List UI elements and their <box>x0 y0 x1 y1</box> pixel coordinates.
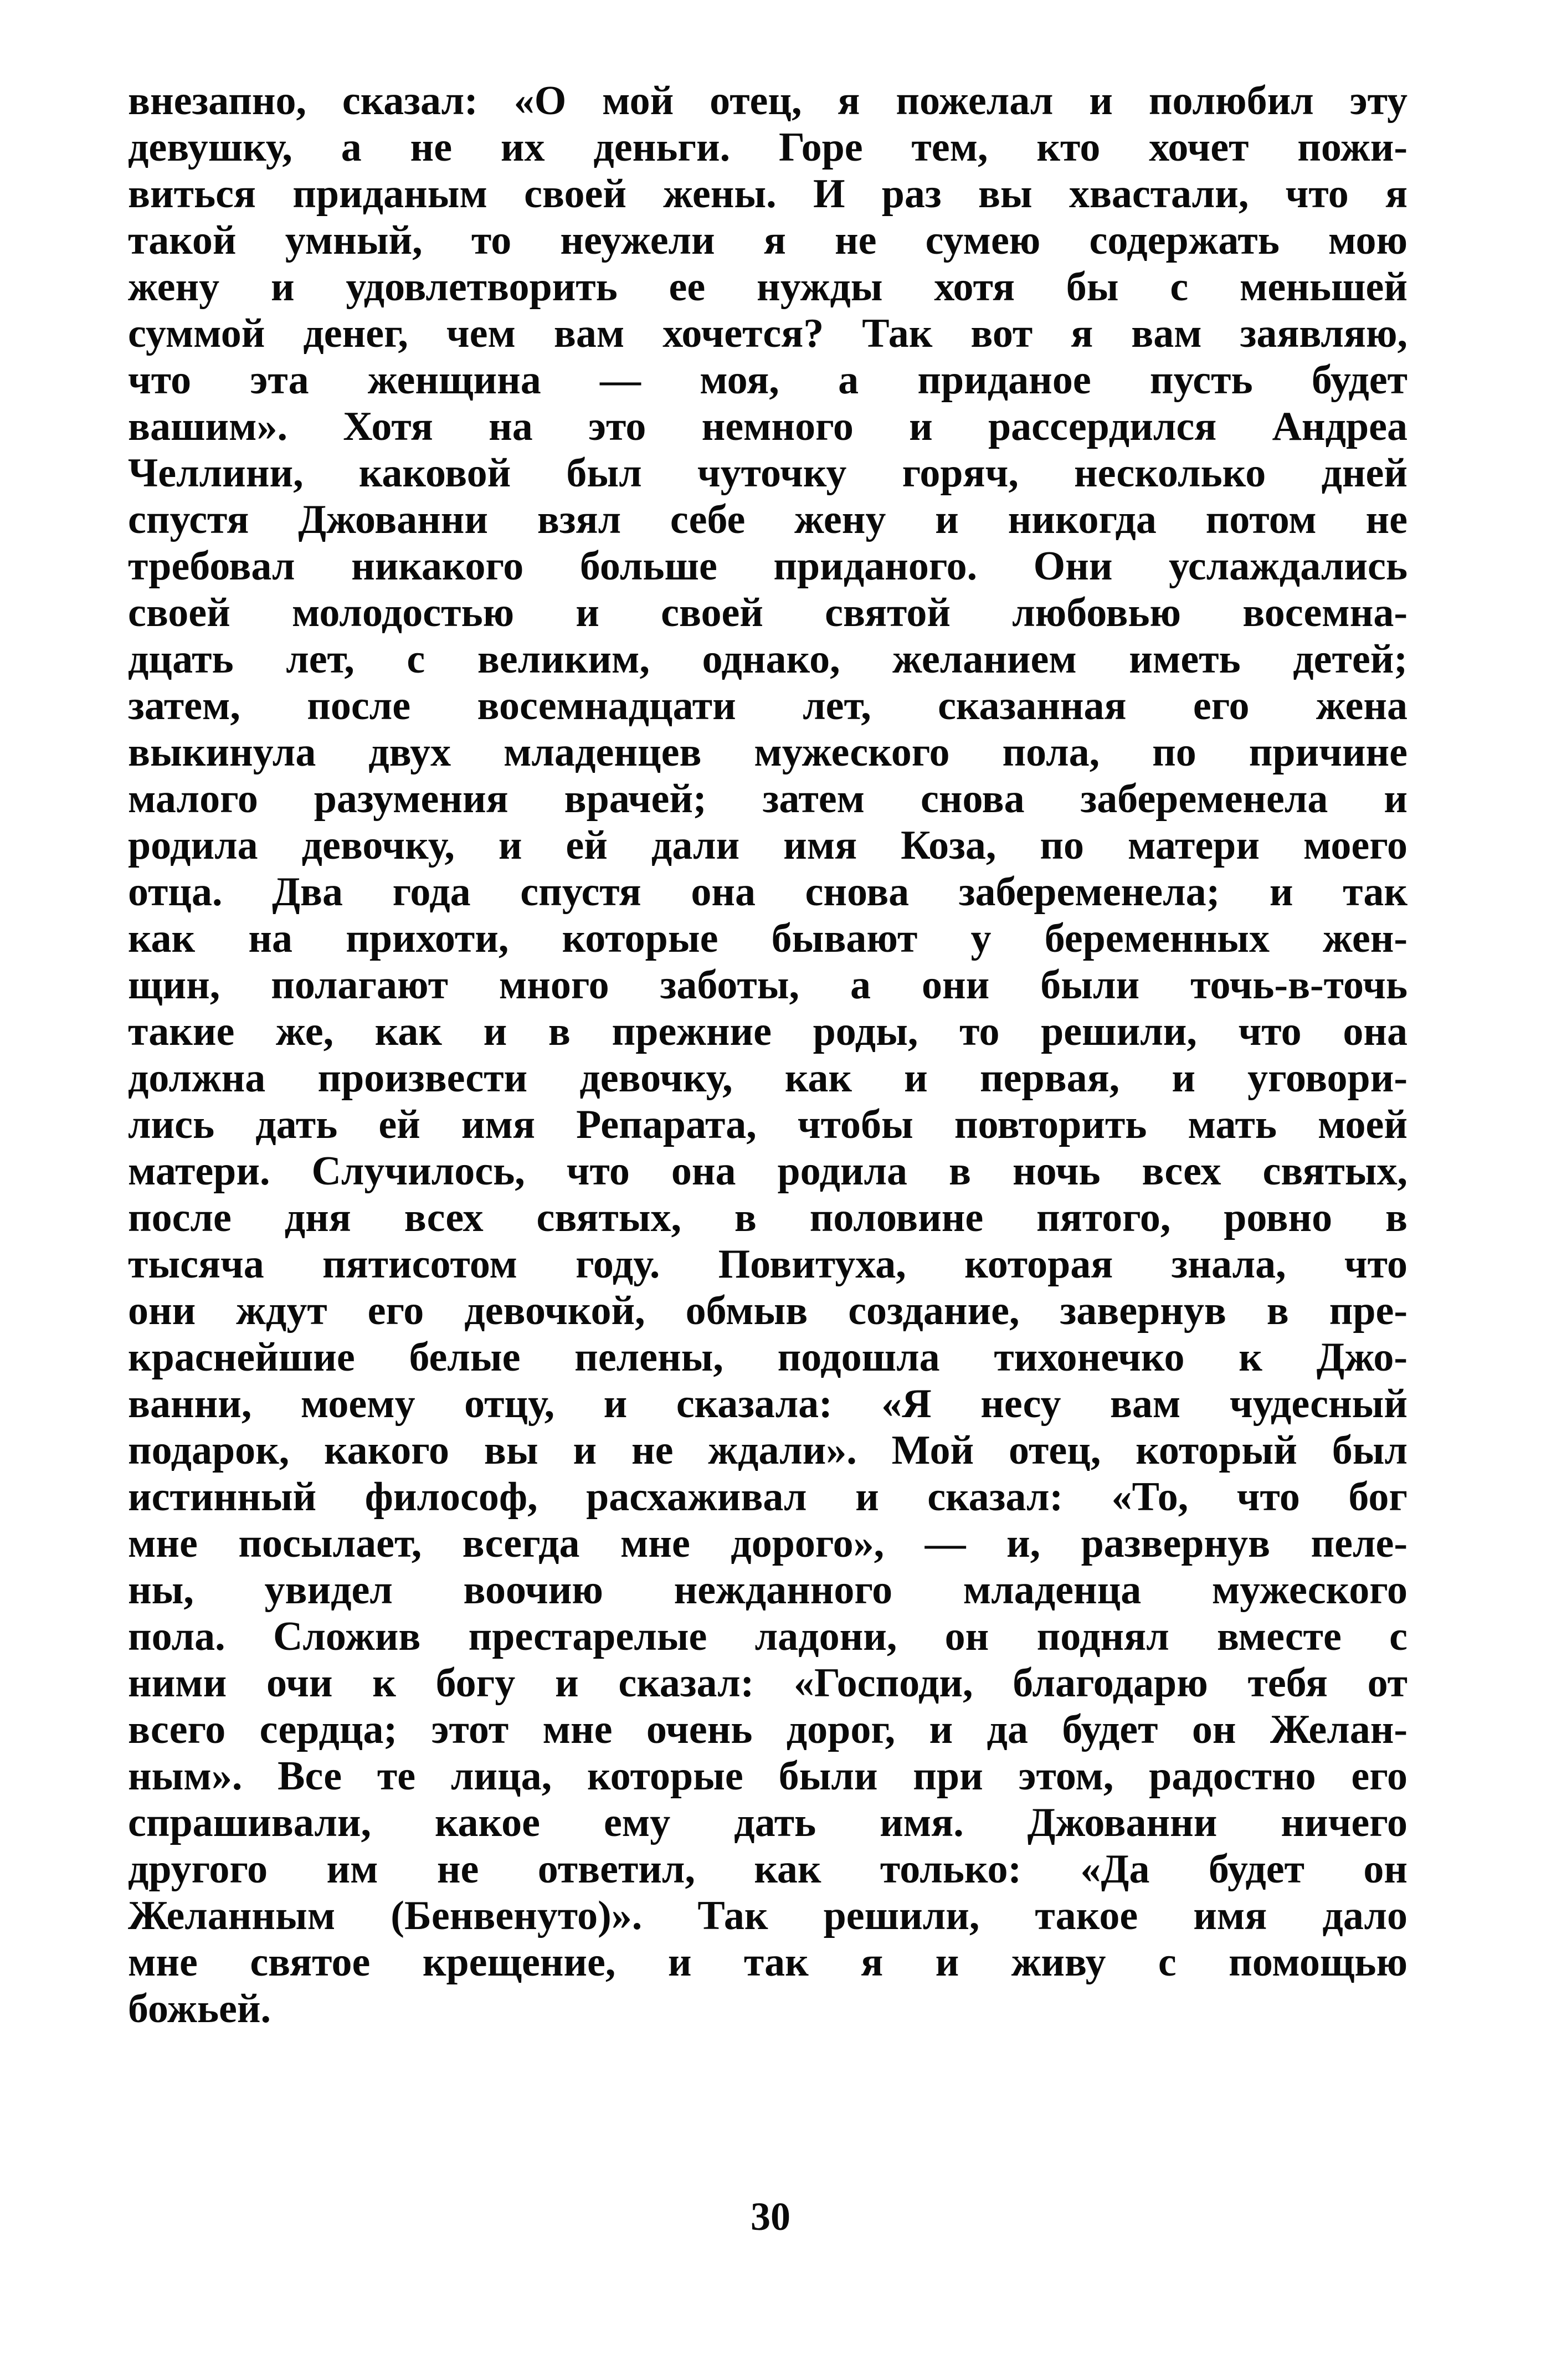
text-line: после дня всех святых, в половине пятого, ровно в <box>128 1195 1408 1240</box>
text-line: затем, после восемнадцати лет, сказанная его жена <box>128 683 1408 729</box>
text-line: такой умный, то неужели я не сумею содержать мою <box>128 218 1408 263</box>
text-line: ны, увидел воочию нежданного младенца мужеского <box>128 1567 1408 1613</box>
text-line: ванни, моему отцу, и сказала: «Я несу вам чудесный <box>128 1381 1408 1427</box>
text-line: отца. Два года спустя она снова забеременела; и так <box>128 869 1408 915</box>
text-line: божьей. <box>128 1986 271 2032</box>
text-line: ным». Все те лица, которые были при этом, радостно его <box>128 1753 1408 1799</box>
text-line: дцать лет, с великим, однако, желанием иметь детей; <box>128 637 1408 682</box>
text-line: подарок, какого вы и не ждали». Мой отец, который был <box>128 1428 1408 1473</box>
text-line: своей молодостью и своей святой любовью восемна- <box>128 590 1408 635</box>
text-line: девушку, а не их деньги. Горе тем, кто хочет пожи- <box>128 125 1408 170</box>
text-line: что эта женщина — моя, а приданое пусть будет <box>128 357 1408 403</box>
text-line: требовал никакого больше приданого. Они услаждались <box>128 543 1408 589</box>
text-line: мне святое крещение, и так я и живу с помощью <box>128 1940 1408 1985</box>
text-line: пола. Сложив престарелые ладони, он поднял вместе с <box>128 1614 1408 1659</box>
text-line: суммой денег, чем вам хочется? Так вот я вам заявляю, <box>128 311 1408 356</box>
text-line: вашим». Хотя на это немного и рассердился Андреа <box>128 404 1408 449</box>
text-line: внезапно, сказал: «О мой отец, я пожелал и полюбил эту <box>128 78 1408 124</box>
text-line: спустя Джованни взял себе жену и никогда потом не <box>128 497 1408 542</box>
text-line: они ждут его девочкой, обмыв создание, завернув в пре- <box>128 1288 1408 1333</box>
text-line: жену и удовлетворить ее нужды хотя бы с меньшей <box>128 264 1408 310</box>
text-line: другого им не ответил, как только: «Да будет он <box>128 1846 1408 1892</box>
text-line: мне посылает, всегда мне дорого», — и, развернув пеле- <box>128 1521 1408 1566</box>
page-number: 30 <box>751 2194 790 2239</box>
text-line: Желанным (Бенвенуто)». Так решили, такое имя дало <box>128 1893 1408 1938</box>
body-text <box>128 78 1408 2032</box>
text-line: спрашивали, какое ему дать имя. Джованни ничего <box>128 1800 1408 1845</box>
text-line: тысяча пятисотом году. Повитуха, которая знала, что <box>128 1242 1408 1287</box>
text-line: щин, полагают много заботы, а они были точь-в-точь <box>128 962 1408 1008</box>
text-line: малого разумения врачей; затем снова забеременела и <box>128 776 1408 822</box>
text-line: родила девочку, и ей дали имя Коза, по матери моего <box>128 823 1408 868</box>
text-line: ними очи к богу и сказал: «Господи, благодарю тебя от <box>128 1660 1408 1706</box>
text-line: виться приданым своей жены. И раз вы хвастали, что я <box>128 171 1408 217</box>
text-line: краснейшие белые пелены, подошла тихонечко к Джо- <box>128 1335 1408 1380</box>
text-line: лись дать ей имя Репарата, чтобы повторить мать моей <box>128 1102 1408 1147</box>
text-line: выкинула двух младенцев мужеского пола, по причине <box>128 730 1408 775</box>
text-line: истинный философ, расхаживал и сказал: «То, что бог <box>128 1474 1408 1520</box>
text-line: Челлини, каковой был чуточку горяч, несколько дней <box>128 450 1408 496</box>
text-line: матери. Случилось, что она родила в ночь всех святых, <box>128 1148 1408 1194</box>
text-line: как на прихоти, которые бывают у беременных жен- <box>128 916 1408 961</box>
text-line: всего сердца; этот мне очень дорог, и да будет он Желан- <box>128 1707 1408 1752</box>
text-line: такие же, как и в прежние роды, то решили, что она <box>128 1009 1408 1054</box>
text-line: должна произвести девочку, как и первая, и уговори- <box>128 1055 1408 1101</box>
